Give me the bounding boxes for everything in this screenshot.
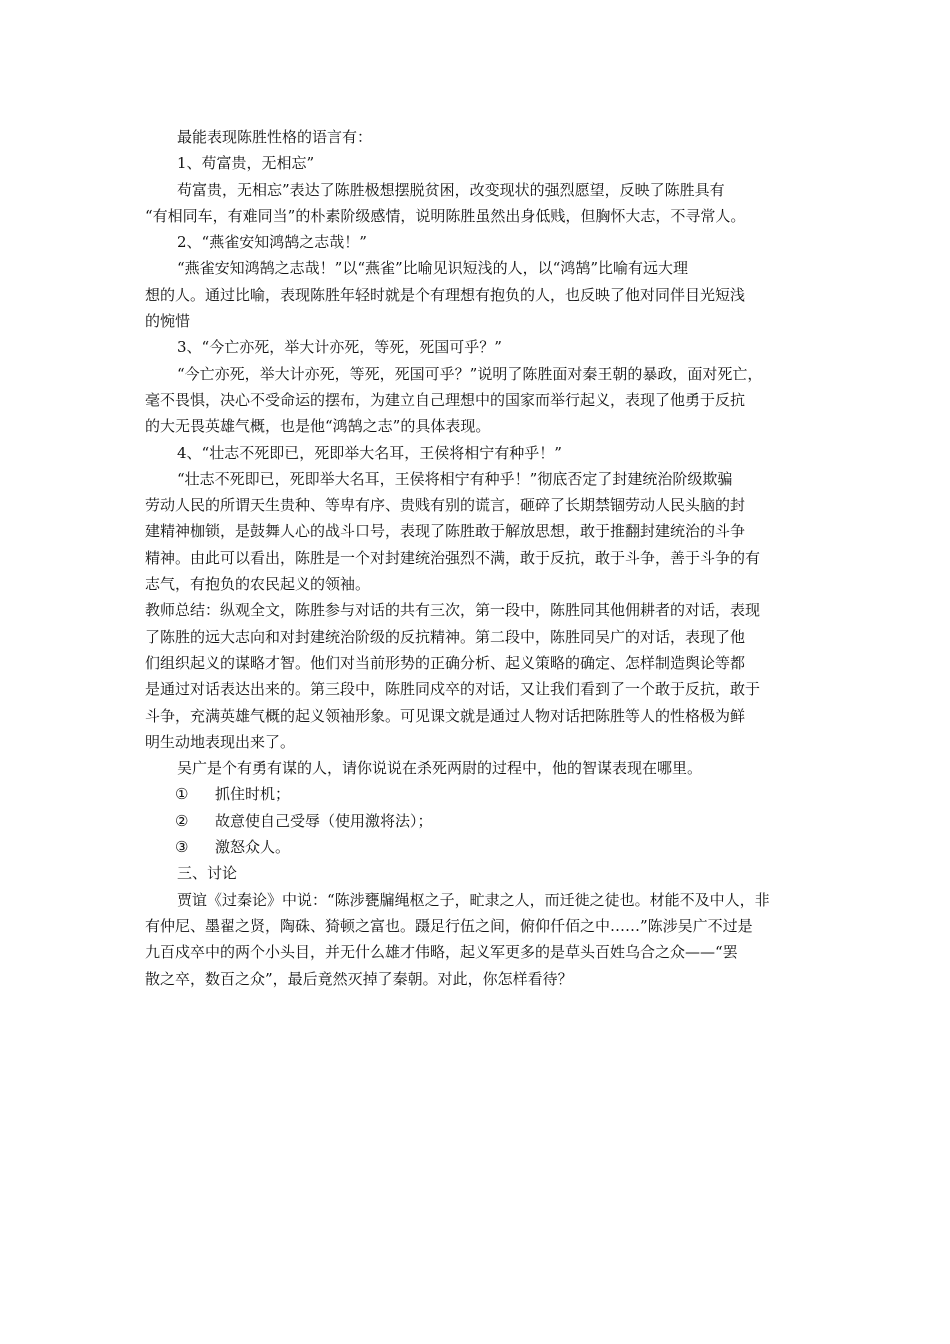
text-line: 的大无畏英雄气概，也是他“鸿鹄之志”的具体表现。 [145, 417, 491, 436]
text-line: 最能表现陈胜性格的语言有： [177, 128, 373, 146]
text-line: “壮志不死即已，死即举大名耳，王侯将相宁有种乎！”彻底否定了封建统治阶级欺骗 [177, 469, 733, 488]
text-line: 九百戍卒中的两个小头目，并无什么雄才伟略，起义军更多的是草头百姓乌合之众——“罢 [145, 943, 738, 962]
text-line: 苟富贵，无相忘”表达了陈胜极想摆脱贫困，改变现状的强烈愿望，反映了陈胜具有 [177, 180, 725, 199]
paragraph-intro [145, 124, 810, 150]
text-line: 了陈胜的远大志向和对封建统治阶级的反抗精神。第二段中，陈胜同吴广的对话，表现了他 [145, 627, 746, 646]
text-line: 们组织起义的谋略才智。他们对当前形势的正确分析、起义策略的确定、怎样制造舆论等都 [145, 653, 746, 672]
text-line: 精神。由此可以看出，陈胜是一个对封建统治强烈不满，敢于反抗，敢于斗争，善于斗争的有 [145, 548, 761, 567]
text-line: 明生动地表现出来了。 [145, 732, 296, 751]
text-line: 2、“燕雀安知鸿鹄之志哉！” [177, 233, 367, 252]
paragraph-item-4-title [145, 440, 810, 466]
paragraph-item-1-body [145, 177, 810, 230]
list-item-text: 故意使自己受辱（使用激将法）； [215, 811, 433, 830]
list-number: ③ [175, 838, 189, 857]
text-line: 三、讨论 [177, 864, 238, 883]
paragraph-item-2-body [145, 255, 810, 334]
document-page [145, 124, 810, 992]
paragraph-teacher-summary [145, 597, 810, 755]
text-line: 散之卒，数百之众”，最后竟然灭掉了秦朝。对此，你怎样看待？ [145, 969, 573, 988]
text-line: 志气，有抱负的农民起义的领袖。 [145, 575, 371, 594]
text-line: “有相同车，有难同当”的朴素阶级感情，说明陈胜虽然出身低贱，但胸怀大志，不寻常人。 [145, 206, 746, 225]
text-line: 毫不畏惧，决心不受命运的摆布，为建立自己理想中的国家而举行起义，表现了他勇于反抗 [145, 390, 746, 409]
list-item [145, 808, 810, 834]
paragraph-item-3-title [145, 334, 810, 360]
paragraph-discussion-body [145, 887, 810, 992]
paragraph-item-4-body [145, 466, 810, 597]
list-number: ② [175, 811, 189, 830]
text-line: “燕雀安知鸿鹄之志哉！”以“燕雀”比喻见识短浅的人，以“鸿鹄”比喻有远大理 [177, 259, 689, 278]
text-line: 劳动人民的所谓天生贵种、等卑有序、贵贱有别的谎言，砸碎了长期禁锢劳动人民头脑的封 [145, 496, 746, 515]
list-item-text: 抓住时机； [215, 785, 291, 804]
text-line: 有仲尼、墨翟之贤，陶硃、猗顿之富也。蹑足行伍之间，俯仰仟佰之中……”陈涉吴广不过是 [145, 916, 753, 935]
text-line: 的惋惜 [145, 312, 191, 331]
paragraph-item-2-title [145, 229, 810, 255]
text-line: 1、苟富贵，无相忘” [177, 154, 315, 173]
text-line: 建精神枷锁，是鼓舞人心的战斗口号，表现了陈胜敢于解放思想，敢于推翻封建统治的斗争 [145, 522, 746, 541]
text-line: 是通过对话表达出来的。第三段中，陈胜同戍卒的对话，又让我们看到了一个敢于反抗，敢于 [145, 680, 761, 699]
numbered-list [145, 781, 810, 860]
text-line: 斗争，充满英雄气概的起义领袖形象。可见课文就是通过人物对话把陈胜等人的性格极为鲜 [145, 706, 746, 725]
list-number: ① [175, 785, 189, 804]
list-item [145, 781, 810, 807]
list-item [145, 834, 810, 860]
paragraph-item-1-title [145, 150, 810, 176]
text-line: 想的人。通过比喻，表现陈胜年轻时就是个有理想有抱负的人，也反映了他对同伴目光短浅 [145, 285, 746, 304]
paragraph-item-3-body [145, 361, 810, 440]
text-line: 3、“今亡亦死，举大计亦死，等死，死国可乎？” [177, 338, 502, 357]
text-line: 教师总结：纵观全文，陈胜参与对话的共有三次，第一段中，陈胜同其他佣耕者的对话，表现 [145, 601, 761, 620]
text-line: 吴广是个有勇有谋的人，请你说说在杀死两尉的过程中，他的智谋表现在哪里。 [177, 759, 703, 778]
paragraph-wu-guang-question [145, 755, 810, 781]
section-heading-discussion [145, 860, 810, 886]
text-line: 4、“壮志不死即已，死即举大名耳，王侯将相宁有种乎！” [177, 443, 562, 462]
text-line: 贾谊《过秦论》中说：“陈涉甕牖绳枢之子，甿隶之人，而迁徙之徒也。材能不及中人，非 [177, 890, 770, 909]
text-line: “今亡亦死，举大计亦死，等死，死国可乎？”说明了陈胜面对秦王朝的暴政，面对死亡， [177, 364, 763, 383]
list-item-text: 激怒众人。 [215, 838, 291, 857]
